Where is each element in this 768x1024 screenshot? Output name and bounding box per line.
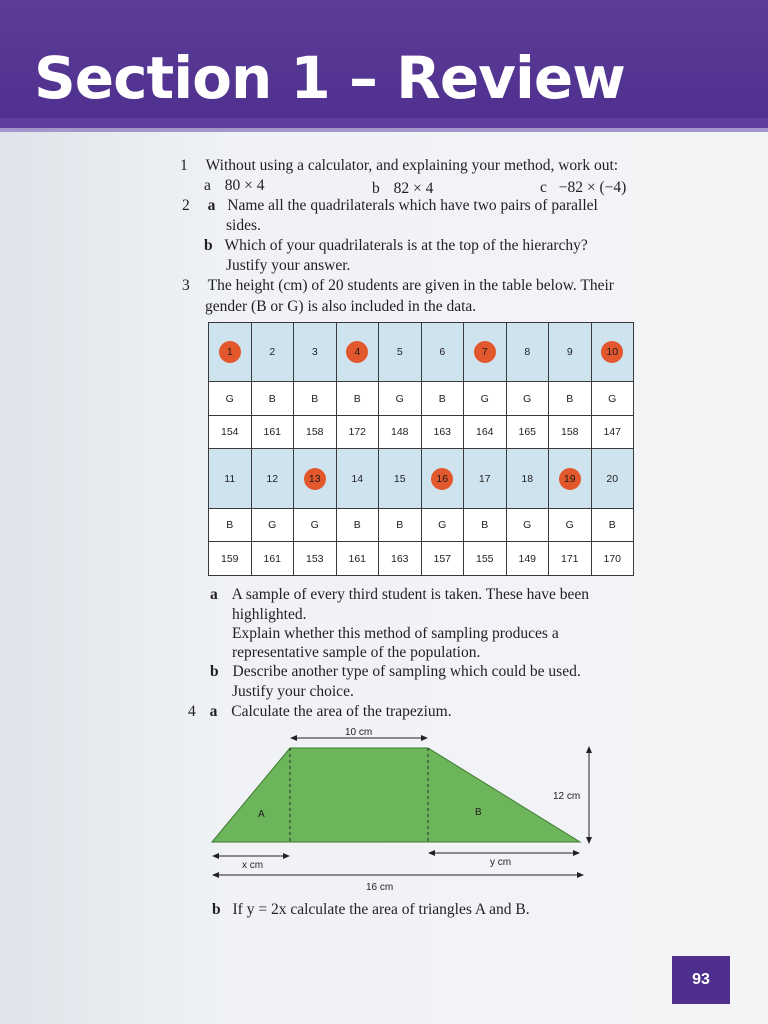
table-cell — [251, 449, 294, 508]
table-cell — [209, 323, 252, 382]
q3-a-line1: A sample of every third student is taken. These have been — [231, 586, 590, 603]
cell-value: 6 — [439, 346, 446, 359]
cell-value: 161 — [263, 552, 282, 565]
q2-a-line2: sides. — [226, 217, 261, 234]
q2-a-line1: Name all the quadrilaterals which have two pairs of parallel — [227, 197, 598, 214]
cell-value: 163 — [390, 552, 409, 565]
q3-a-line2: highlighted. — [232, 606, 307, 623]
cell-value: G — [480, 392, 489, 405]
q2-b-label: b — [204, 237, 213, 254]
cell-value: B — [481, 519, 489, 532]
cell-value: 171 — [560, 552, 579, 565]
table-cell — [379, 415, 422, 449]
highlighted-student-marker: 13 — [304, 468, 326, 490]
cell-value: B — [566, 392, 574, 405]
table-cell — [379, 323, 422, 382]
cell-value: 11 — [224, 472, 236, 485]
table-row — [209, 323, 634, 382]
y-arrow-left-head — [428, 850, 435, 856]
triangle-a-label: A — [258, 809, 265, 820]
cell-value: 157 — [433, 552, 452, 565]
q2-b-line2: Justify your answer. — [226, 257, 351, 274]
table-cell — [464, 382, 507, 416]
cell-value: 18 — [521, 472, 534, 485]
cell-value: 159 — [220, 552, 239, 565]
cell-value: 165 — [518, 426, 537, 439]
height-arrow-bottom-head — [586, 837, 592, 844]
table-cell — [421, 323, 464, 382]
cell-value: 149 — [518, 552, 537, 565]
cell-value: 154 — [220, 426, 239, 439]
cell-value: 158 — [560, 426, 579, 439]
q3-line1: The height (cm) of 20 students are given in the table below. Their — [207, 277, 614, 294]
q3-part-b — [210, 662, 581, 681]
cell-value: 147 — [603, 426, 622, 439]
table-cell — [294, 449, 337, 508]
table-cell — [336, 382, 379, 416]
top-arrow-left-head — [290, 735, 297, 741]
table-cell — [251, 323, 294, 382]
section-header-banner — [0, 0, 768, 128]
table-cell — [379, 382, 422, 416]
q3-number: 3 — [182, 277, 190, 294]
q4-a-text: Calculate the area of the trapezium. — [231, 703, 452, 720]
cell-value: 15 — [393, 472, 406, 485]
cell-value: B — [608, 519, 616, 532]
table-cell — [464, 542, 507, 576]
table-cell — [591, 542, 634, 576]
cell-value: 172 — [348, 426, 367, 439]
q1-text: Without using a calculator, and explaining your method, work out: — [205, 157, 619, 174]
q1-c-label: c — [540, 179, 547, 196]
table-cell — [591, 382, 634, 416]
top-arrow-right-head — [421, 735, 428, 741]
heights-table — [208, 322, 634, 576]
table-cell — [294, 382, 337, 416]
trapezium-shape — [212, 748, 580, 842]
table-cell — [506, 323, 549, 382]
x-label: x cm — [242, 860, 264, 871]
triangle-b-label: B — [475, 807, 482, 818]
q3-a-line3: Explain whether this method of sampling produces a — [232, 625, 559, 642]
table-cell — [209, 449, 252, 508]
table-cell — [549, 449, 592, 508]
section-title: Section 1 – Review — [34, 44, 625, 112]
q1-a-label: a — [204, 177, 211, 194]
height-label: 12 cm — [553, 791, 581, 802]
q3-a-line4: representative sample of the population. — [232, 644, 481, 661]
q4-a-label: a — [209, 703, 218, 720]
y-arrow-right-head — [573, 850, 580, 856]
cell-value: G — [523, 392, 532, 405]
cell-value: 153 — [305, 552, 324, 565]
cell-value: 9 — [566, 346, 573, 359]
cell-value: B — [353, 392, 361, 405]
cell-value: 170 — [603, 552, 622, 565]
q2-b-line1: Which of your quadrilaterals is at the top of the hierarchy? — [224, 237, 588, 254]
table-cell — [506, 382, 549, 416]
table-cell — [464, 323, 507, 382]
highlighted-student-marker: 10 — [601, 341, 623, 363]
cell-value: 17 — [478, 472, 491, 485]
q1-part-a — [204, 176, 265, 195]
table-cell — [421, 382, 464, 416]
table-cell — [209, 542, 252, 576]
x-arrow-right-head — [283, 853, 290, 859]
cell-value: 14 — [351, 472, 364, 485]
table-row — [209, 382, 634, 416]
table-cell — [506, 415, 549, 449]
q2-part-b — [204, 236, 588, 255]
highlighted-student-marker: 7 — [474, 341, 496, 363]
q3-part-a — [210, 585, 589, 604]
table-cell — [336, 415, 379, 449]
table-cell — [294, 542, 337, 576]
table-cell — [294, 508, 337, 542]
height-arrow-top-head — [586, 746, 592, 753]
q3-b-line2: Justify your choice. — [232, 683, 354, 700]
highlighted-student-marker: 1 — [219, 341, 241, 363]
q1-stem — [180, 156, 618, 175]
q3-a-label: a — [210, 586, 218, 603]
q4-b-label: b — [212, 901, 221, 918]
highlighted-student-marker: 16 — [431, 468, 453, 490]
cell-value: B — [353, 519, 361, 532]
table-cell — [464, 415, 507, 449]
table-cell — [251, 508, 294, 542]
cell-value: G — [395, 392, 404, 405]
page-number: 93 — [672, 956, 730, 1004]
q1-number: 1 — [180, 157, 188, 174]
cell-value: B — [268, 392, 276, 405]
table-cell — [336, 542, 379, 576]
highlighted-student-marker: 19 — [559, 468, 581, 490]
cell-value: G — [310, 519, 319, 532]
table-cell — [506, 449, 549, 508]
table-cell — [379, 542, 422, 576]
cell-value: 163 — [433, 426, 452, 439]
table-cell — [421, 449, 464, 508]
q3-stem — [182, 276, 614, 295]
q1-c-text: −82 × (−4) — [558, 179, 627, 196]
table-cell — [421, 415, 464, 449]
table-cell — [294, 415, 337, 449]
q1-b-text: 82 × 4 — [393, 180, 434, 197]
q2-number: 2 — [182, 197, 190, 214]
table-cell — [421, 508, 464, 542]
table-cell — [549, 323, 592, 382]
q3-b-line1: Describe another type of sampling which could be used. — [232, 663, 581, 680]
cell-value: G — [565, 519, 574, 532]
table-cell — [464, 508, 507, 542]
table-cell — [294, 323, 337, 382]
x-arrow-left-head — [212, 853, 219, 859]
table-cell — [251, 382, 294, 416]
q1-b-label: b — [372, 180, 380, 197]
table-cell — [209, 415, 252, 449]
y-label: y cm — [490, 857, 512, 868]
cell-value: 5 — [396, 346, 403, 359]
cell-value: G — [608, 392, 617, 405]
q4-number: 4 — [188, 703, 196, 720]
cell-value: 164 — [475, 426, 494, 439]
cell-value: 2 — [269, 346, 276, 359]
cell-value: 161 — [348, 552, 367, 565]
cell-value: 20 — [606, 472, 619, 485]
q4-part-b — [212, 900, 530, 919]
table-cell — [209, 382, 252, 416]
cell-value: G — [225, 392, 234, 405]
table-cell — [251, 542, 294, 576]
cell-value: B — [226, 519, 234, 532]
q4-part-a — [188, 702, 452, 721]
q2-a-label: a — [207, 197, 216, 214]
cell-value: B — [396, 519, 404, 532]
student-data-table — [208, 322, 634, 576]
table-cell — [251, 415, 294, 449]
table-row — [209, 449, 634, 508]
banner-divider — [0, 118, 768, 132]
table-cell — [549, 542, 592, 576]
table-cell — [379, 449, 422, 508]
highlighted-student-marker: 4 — [346, 341, 368, 363]
cell-value: 155 — [475, 552, 494, 565]
cell-value: B — [438, 392, 446, 405]
cell-value: 3 — [311, 346, 318, 359]
table-cell — [336, 508, 379, 542]
cell-value: G — [268, 519, 277, 532]
q1-a-text: 80 × 4 — [224, 177, 265, 194]
cell-value: G — [523, 519, 532, 532]
cell-value: G — [438, 519, 447, 532]
cell-value: 161 — [263, 426, 282, 439]
top-label: 10 cm — [345, 727, 373, 738]
base-arrow-right-head — [577, 872, 584, 878]
cell-value: 8 — [524, 346, 531, 359]
table-cell — [549, 508, 592, 542]
cell-value: 148 — [390, 426, 409, 439]
q4-b-text: If y = 2x calculate the area of triangles A and B. — [232, 901, 530, 918]
table-cell — [336, 449, 379, 508]
trapezium-diagram — [200, 720, 600, 900]
table-row — [209, 415, 634, 449]
q3-b-label: b — [210, 663, 219, 680]
table-cell — [421, 542, 464, 576]
table-cell — [591, 449, 634, 508]
cell-value: 158 — [305, 426, 324, 439]
table-cell — [591, 415, 634, 449]
table-cell — [591, 323, 634, 382]
cell-value: B — [311, 392, 319, 405]
table-cell — [549, 382, 592, 416]
base-label: 16 cm — [366, 882, 394, 893]
table-row — [209, 508, 634, 542]
table-cell — [506, 542, 549, 576]
q3-line2: gender (B or G) is also included in the data. — [205, 298, 477, 315]
table-cell — [336, 323, 379, 382]
table-cell — [591, 508, 634, 542]
table-cell — [464, 449, 507, 508]
table-cell — [549, 415, 592, 449]
table-cell — [506, 508, 549, 542]
q2-part-a — [182, 196, 598, 215]
cell-value: 12 — [266, 472, 279, 485]
table-cell — [209, 508, 252, 542]
table-row — [209, 542, 634, 576]
table-cell — [379, 508, 422, 542]
q1-part-c — [540, 178, 626, 197]
base-arrow-left-head — [212, 872, 219, 878]
